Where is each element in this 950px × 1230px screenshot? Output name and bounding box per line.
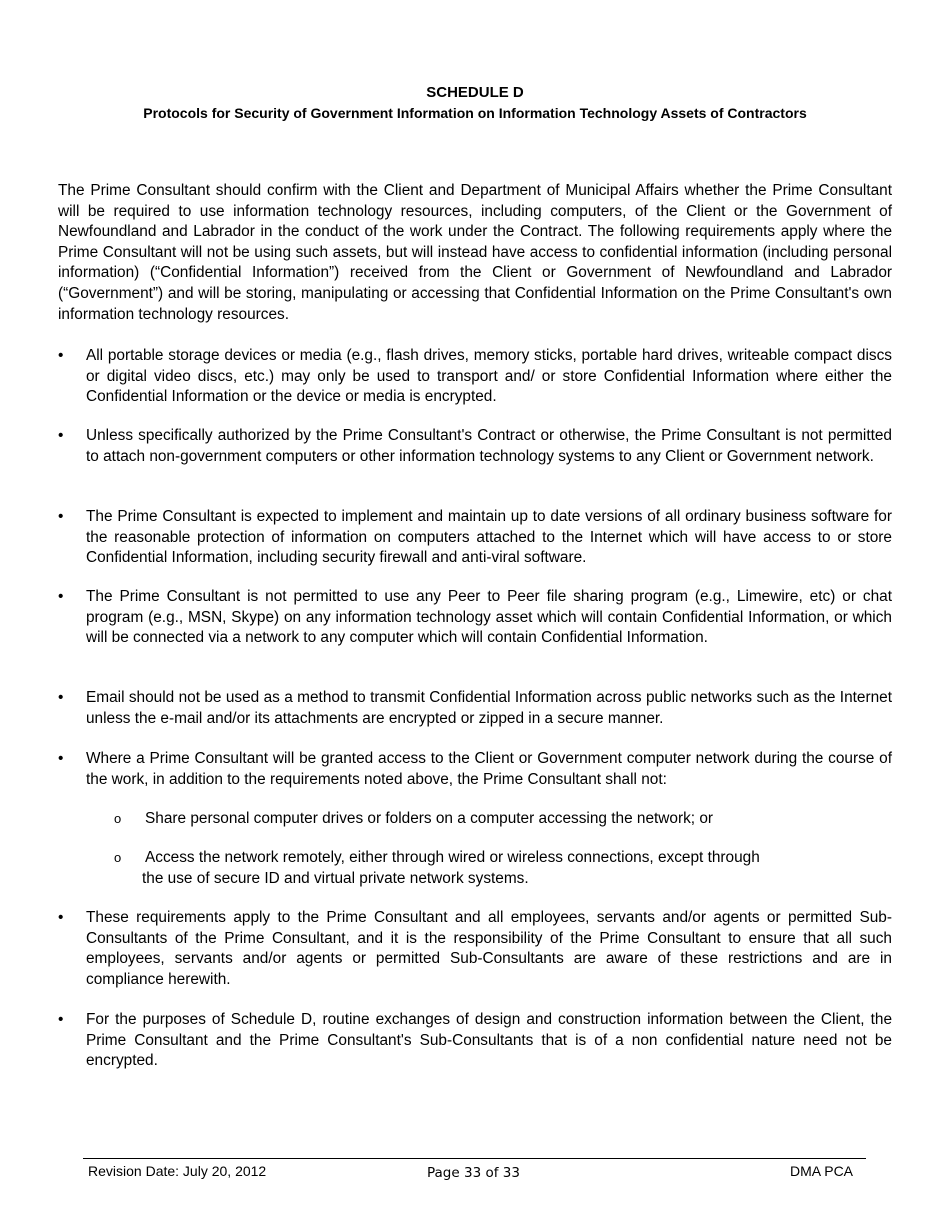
circle-bullet-icon: o [114, 811, 122, 826]
list-item-text: Where a Prime Consultant will be granted access to the Client or Government computer network during the course of the work, in addition to the requirements noted above, the Prime Consultant shall not: [86, 750, 892, 788]
footer-document-code: DMA PCA [790, 1163, 854, 1179]
bullet-icon: • [58, 588, 64, 605]
footer-page-number: Page 33 of 33 [427, 1165, 520, 1181]
bullet-icon: • [58, 689, 64, 706]
sub-list-item-text: Access the network remotely, either through wired or wireless connections, except through [145, 849, 760, 866]
sub-list-item [114, 848, 874, 889]
list-item-text: For the purposes of Schedule D, routine exchanges of design and construction information between the Client, the Prime Consultant and the Prime Consultant's Sub-Consultants that is of a non confidential nature need not be encrypted. [86, 1011, 892, 1070]
list-item [58, 426, 892, 467]
list-item-text: These requirements apply to the Prime Consultant and all employees, servants and/or agents or permitted Sub-Consultants of the Prime Consultant, and it is the responsibility of the Prime Consultant to ensure that all such employees, servants and/or agents or permitted Sub-Consultants are aware of these restrictions and are in compliance herewith. [86, 909, 892, 988]
bullet-icon: • [58, 750, 64, 767]
intro-paragraph: The Prime Consultant should confirm with the Client and Department of Municipal Affairs whether the Prime Consultant will be required to use information technology resources, including computers, of the Client or the Government of Newfoundland and Labrador in the conduct of the work under the Contract. The following requirements apply where the Prime Consultant will not be using such assets, but will instead have access to confidential information (including personal information) (“Confidential Information”) received from the Client or Government of Newfoundland and Labrador (“Government”) and will be storing, manipulating or accessing that Confidential Information on the Prime Consultant's own information technology resources. [58, 182, 892, 323]
sub-list-item [114, 809, 874, 830]
list-item-text: Unless specifically authorized by the Prime Consultant's Contract or otherwise, the Prime Consultant is not permitted to attach non-government computers or other information technology systems to any Client or Government network. [86, 427, 892, 465]
list-item-text: The Prime Consultant is not permitted to use any Peer to Peer file sharing program (e.g., Limewire, etc) or chat program (e.g., MSN, Skype) on any information technology asset which will contain Confidential Information, or which will be connected via a network to any computer which will contain Confidential Information. [86, 588, 892, 647]
circle-bullet-icon: o [114, 850, 122, 865]
list-item [58, 688, 892, 729]
list-item-text: All portable storage devices or media (e.g., flash drives, memory sticks, portable hard drives, writeable compact discs or digital video discs, etc.) may only be used to transport and/ or store Confidential Information where either the Confidential Information or the device or media is encrypted. [86, 347, 892, 406]
list-item [58, 1010, 892, 1072]
footer-revision-date: Revision Date: July 20, 2012 [88, 1163, 267, 1179]
list-item [58, 749, 892, 790]
bullet-icon: • [58, 1011, 64, 1028]
list-item [58, 507, 892, 569]
bullet-icon: • [58, 909, 64, 926]
sub-list-item-text: Share personal computer drives or folders on a computer accessing the network; or [145, 810, 714, 827]
footer-divider [83, 1158, 866, 1159]
schedule-title: Protocols for Security of Government Information on Information Technology Assets of Contractors [143, 105, 807, 121]
schedule-heading: SCHEDULE D [426, 84, 524, 101]
bullet-icon: • [58, 508, 64, 525]
bullet-icon: • [58, 427, 64, 444]
list-item-text: Email should not be used as a method to transmit Confidential Information across public networks such as the Internet unless the e-mail and/or its attachments are encrypted or zipped in a secure manner. [86, 689, 892, 727]
list-item-text: The Prime Consultant is expected to implement and maintain up to date versions of all ordinary business software for the reasonable protection of information on computers attached to the Internet which will have access to or store Confidential Information, including security firewall and anti-viral software. [86, 508, 892, 567]
list-item [58, 908, 892, 990]
sub-list-item-continuation: the use of secure ID and virtual private network systems. [142, 869, 529, 887]
list-item [58, 346, 892, 408]
list-item [58, 587, 892, 649]
bullet-icon: • [58, 347, 64, 364]
